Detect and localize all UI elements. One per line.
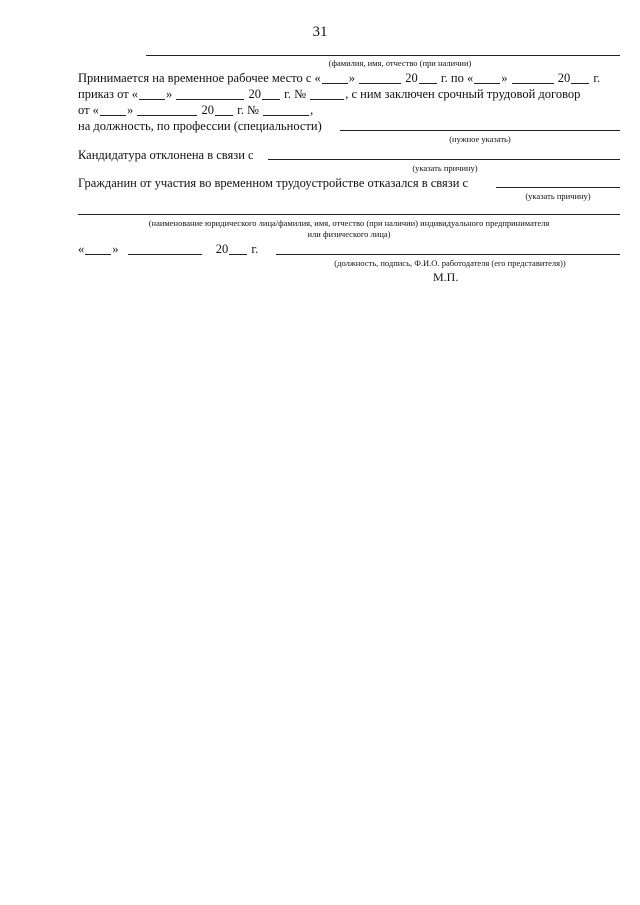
stamp-place: М.П. <box>433 270 459 284</box>
fio-caption: (фамилия, имя, отчество (при наличии) <box>328 58 472 68</box>
accept-line-3: от « » 20 г. № , <box>78 103 314 117</box>
employer-field[interactable] <box>78 214 620 215</box>
sign-day-field[interactable] <box>85 242 111 255</box>
contract-year-field[interactable] <box>215 103 233 116</box>
accept-line-2: приказ от « » 20 г. № , с ним заключен срочный трудовой договор <box>78 87 581 101</box>
contract-month-field[interactable] <box>137 103 197 116</box>
signature-caption: (должность, подпись, Ф.И.О. работодателя (его представителя)) <box>334 258 566 268</box>
employer-caption-1: (наименование юридического лица/фамилия, имя, отчество (при наличии) индивидуального предпринимателя <box>148 218 550 228</box>
order-number-field[interactable] <box>310 87 344 100</box>
start-month-field[interactable] <box>359 71 401 84</box>
contract-number-field[interactable] <box>263 103 309 116</box>
end-month-field[interactable] <box>512 71 554 84</box>
order-month-field[interactable] <box>176 87 244 100</box>
date-row: « » 20 г. <box>78 242 259 256</box>
signature-field[interactable] <box>276 254 620 255</box>
end-year-field[interactable] <box>571 71 589 84</box>
end-day-field[interactable] <box>474 71 500 84</box>
order-year-field[interactable] <box>262 87 280 100</box>
refused-caption: (указать причину) <box>525 191 591 201</box>
employer-caption-2: или физического лица) <box>307 229 391 239</box>
order-day-field[interactable] <box>139 87 165 100</box>
accept-line-1: Принимается на временное рабочее место с « » 20 г. по « » 20 г. <box>78 71 601 85</box>
rejected-caption: (указать причину) <box>412 163 478 173</box>
fio-line[interactable] <box>146 55 620 56</box>
position-field[interactable] <box>340 130 620 131</box>
refused-row: Гражданин от участия во временном трудоустройстве отказался в связи с <box>78 176 469 190</box>
rejected-reason-field[interactable] <box>268 159 620 160</box>
sign-year-field[interactable] <box>229 242 247 255</box>
sign-month-field[interactable] <box>128 242 202 255</box>
accept-line-4: на должность, по профессии (специальности) <box>78 119 322 133</box>
refused-reason-field[interactable] <box>496 187 620 188</box>
page-number: 31 <box>312 24 328 40</box>
start-year-field[interactable] <box>419 71 437 84</box>
start-day-field[interactable] <box>322 71 348 84</box>
rejected-row: Кандидатура отклонена в связи с <box>78 148 254 162</box>
contract-day-field[interactable] <box>100 103 126 116</box>
position-caption: (нужное указать) <box>449 134 511 144</box>
